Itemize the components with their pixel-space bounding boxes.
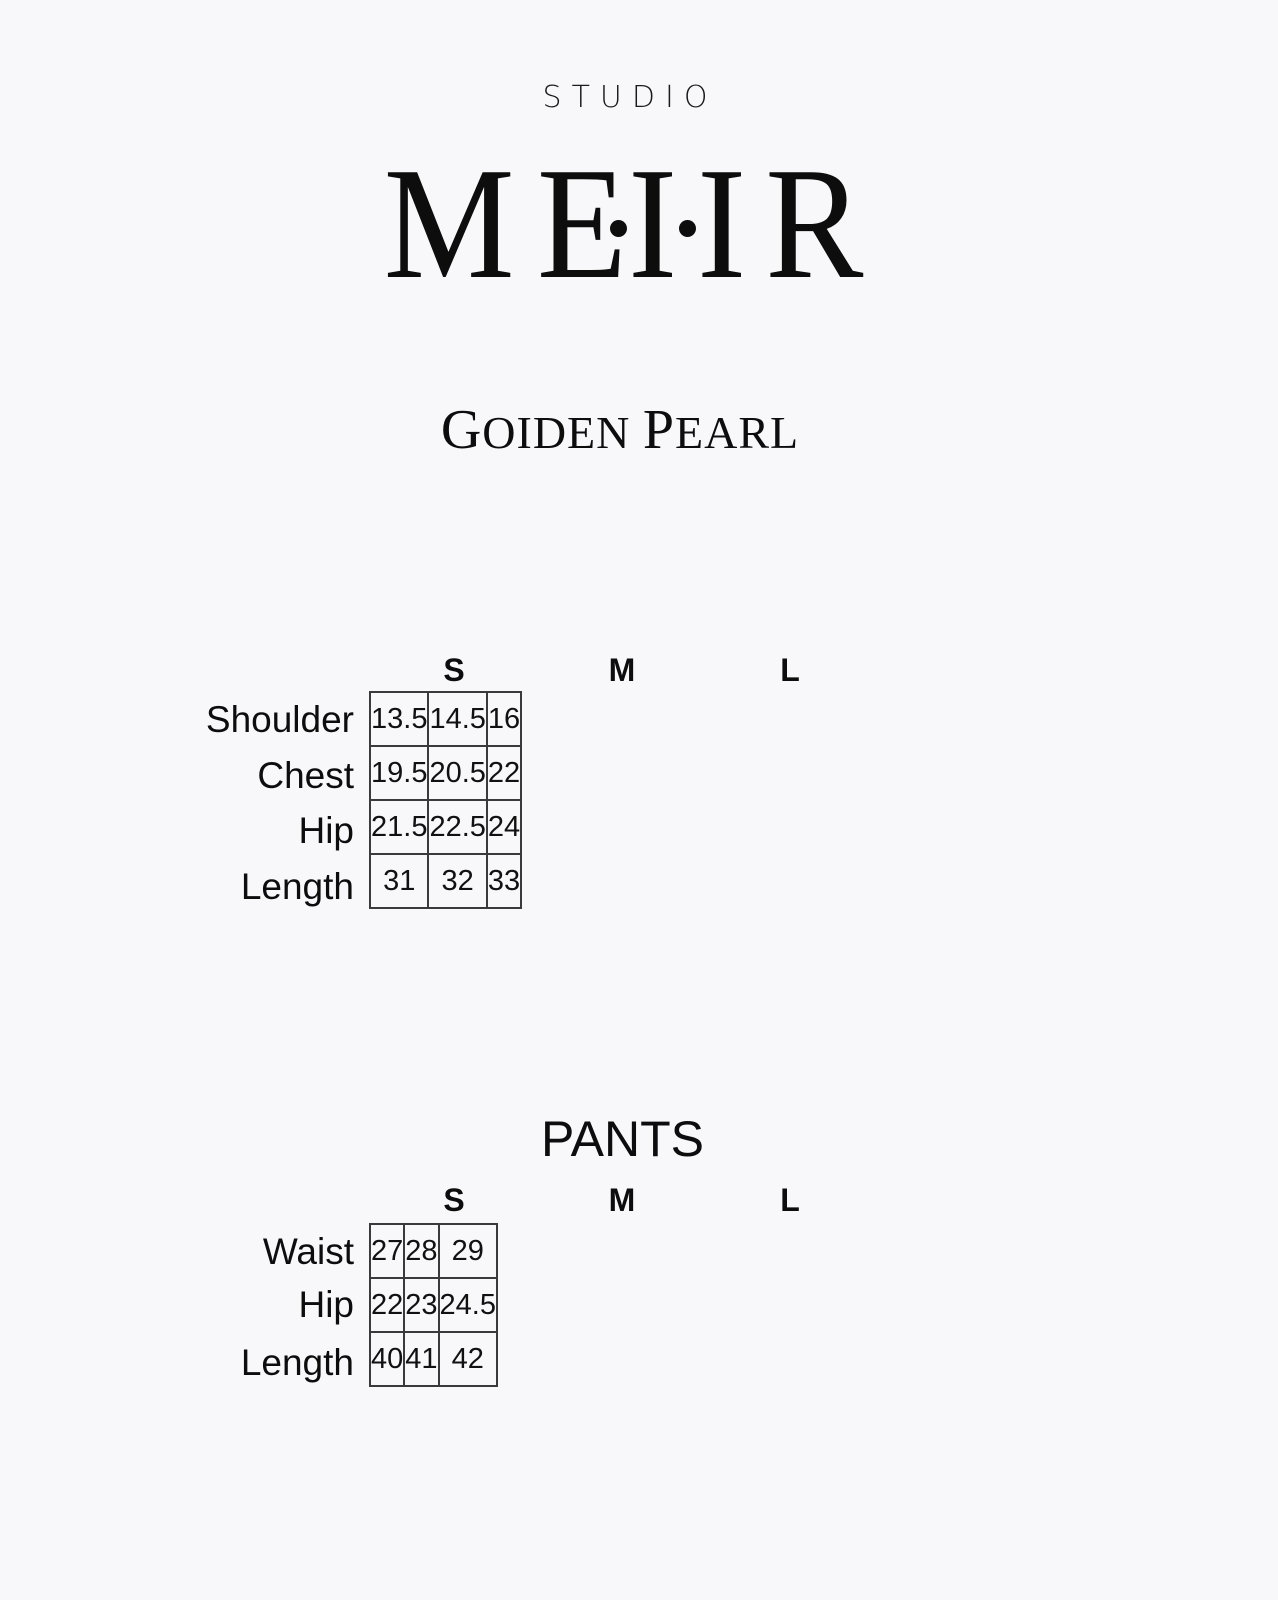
- table-row: [370, 800, 521, 854]
- collection-title-part: EARL: [675, 407, 800, 458]
- table-row: [370, 746, 521, 800]
- size-headers: [370, 652, 875, 689]
- row-labels: [190, 1224, 354, 1391]
- logo-letter-r: R: [765, 134, 864, 312]
- size-header-l: L: [780, 1182, 800, 1218]
- logo-dot-icon: [679, 220, 696, 237]
- size-header-s: S: [443, 652, 465, 688]
- logo-letter-e: E: [537, 134, 628, 312]
- row-labels: [190, 692, 354, 914]
- top-measurements-table: [369, 691, 522, 909]
- row-label-shoulder: Shoulder: [205, 699, 354, 740]
- table-cell: 32: [428, 854, 486, 908]
- logo-letter-m: M: [383, 134, 515, 312]
- logo-letter-i: I: [696, 134, 746, 312]
- table-cell: 22: [487, 746, 521, 800]
- size-header-l: L: [780, 652, 800, 688]
- collection-title-part: G: [440, 399, 483, 461]
- brand-logo: [378, 134, 868, 312]
- row-label-hip: Hip: [298, 1283, 354, 1325]
- size-header-s: S: [443, 1182, 465, 1218]
- pants-measurements-table: [369, 1223, 498, 1387]
- table-cell: 28: [404, 1224, 438, 1278]
- row-label-waist: Waist: [262, 1231, 354, 1272]
- table-cell: 22.5: [428, 800, 486, 854]
- collection-title-part: P: [642, 399, 676, 461]
- table-cell: 22: [370, 1278, 404, 1332]
- row-label-chest: Chest: [257, 754, 354, 796]
- table-cell: 40: [370, 1332, 404, 1386]
- table-cell: 27: [370, 1224, 404, 1278]
- logo-letter-i: I: [628, 134, 678, 312]
- table-cell: 41: [404, 1332, 438, 1386]
- table-cell: 23: [404, 1278, 438, 1332]
- table-cell: 16: [487, 692, 521, 746]
- pants-section-title: PANTS: [541, 1111, 704, 1167]
- table-cell: 31: [370, 854, 428, 908]
- table-row: [370, 1332, 497, 1386]
- table-row: [370, 692, 521, 746]
- table-row: [370, 854, 521, 908]
- table-cell: 14.5: [428, 692, 486, 746]
- brand-studio-label: STUDIO: [542, 80, 718, 115]
- table-cell: 24.5: [439, 1278, 497, 1332]
- table-row: [370, 1224, 497, 1278]
- table-cell: 29: [439, 1224, 497, 1278]
- table-cell: 21.5: [370, 800, 428, 854]
- table-cell: 19.5: [370, 746, 428, 800]
- table-cell: 33: [487, 854, 521, 908]
- row-label-hip: Hip: [298, 810, 354, 851]
- table-cell: 24: [487, 800, 521, 854]
- collection-title: [0, 398, 1240, 462]
- size-header-m: M: [608, 652, 636, 688]
- row-label-length: Length: [240, 1342, 354, 1383]
- table-cell: 20.5: [428, 746, 486, 800]
- size-headers: [370, 1182, 875, 1219]
- collection-title-part: OIDEN: [482, 407, 643, 458]
- table-row: [370, 1278, 497, 1332]
- row-label-length: Length: [240, 865, 354, 907]
- table-cell: 13.5: [370, 692, 428, 746]
- table-cell: 42: [439, 1332, 497, 1386]
- size-header-m: M: [608, 1182, 636, 1218]
